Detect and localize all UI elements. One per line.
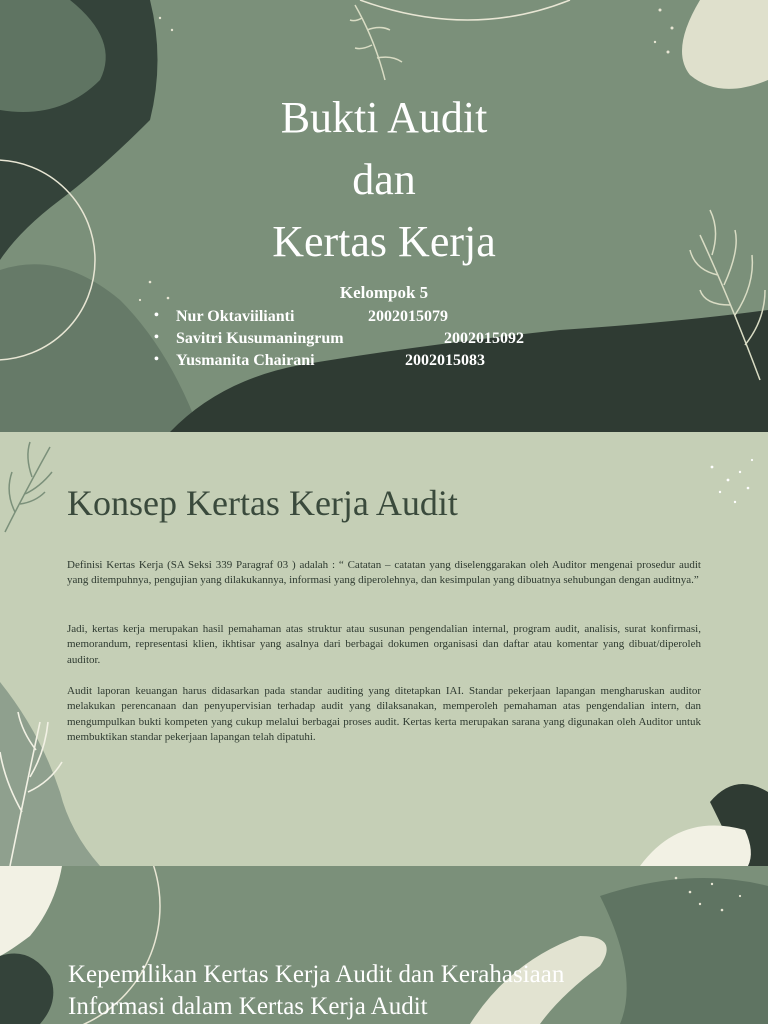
member-name: Nur Oktaviilianti xyxy=(176,308,295,325)
paragraph-2: Jadi, kertas kerja merupakan hasil pemahaman atas struktur atau susunan pengendalian internal, program audit, analisis, surat konfirmasi, memorandum, representasi klien, ikhtisar yang asalnya dari berbagai dokumen organisasi dan daftar atau komentar yang dibuat/diperoleh auditor. xyxy=(67,623,701,666)
slide1-title-line-3: Kertas Kerja xyxy=(272,217,496,266)
bullet-icon: • xyxy=(154,330,159,345)
title-slide xyxy=(0,0,768,432)
member-1 xyxy=(154,308,295,326)
bullet-icon: • xyxy=(154,308,159,323)
member-3 xyxy=(154,352,315,370)
member-name: Savitri Kusumaningrum xyxy=(176,330,344,347)
member-name: Yusmanita Chairani xyxy=(176,352,315,369)
bullet-icon: • xyxy=(154,352,159,367)
group-label: Kelompok 5 xyxy=(339,283,429,302)
member-1-id: 2002015079 xyxy=(368,308,448,325)
slide2-title: Konsep Kertas Kerja Audit xyxy=(67,483,458,523)
ownership-slide xyxy=(0,866,768,1024)
member-2 xyxy=(154,330,344,348)
member-2-id: 2002015092 xyxy=(444,330,524,347)
paragraph-1: Definisi Kertas Kerja (SA Seksi 339 Paragraf 03 ) adalah : “ Catatan – catatan yang diselenggarakan oleh Auditor mengenai prosedur audit yang ditempuhnya, pengujian yang dilakukannya, informasi yang diperolehnya, dan kesimpulan yang dibuatnya sehubungan dengan auditnya.” xyxy=(67,559,701,587)
slide1-title-line-2: dan xyxy=(352,155,416,204)
paragraph-3: Audit laporan keuangan harus didasarkan pada standar auditing yang ditetapkan IAI. Standar pekerjaan lapangan mengharuskan auditor melakukan perencanaan dan penyupervisian terhadap audit yang dilaksanakan, memperoleh pemahaman atas pengendalian intern, dan mengumpulkan bukti kompeten yang cukup melalui berbagai proses audit. Kertas kerta merupakan sarana yang digunakan oleh Auditor untuk membuktikan standar pekerjaan lapangan telah dipatuhi. xyxy=(67,685,701,744)
slide3-title-line-2: Informasi dalam Kertas Kerja Audit xyxy=(68,993,428,1020)
concept-slide xyxy=(0,432,768,866)
member-3-id: 2002015083 xyxy=(405,352,485,369)
slide1-background-art xyxy=(0,0,768,432)
slide1-title-line-1: Bukti Audit xyxy=(280,93,488,142)
slide3-title-line-1: Kepemilikan Kertas Kerja Audit dan Kerahasiaan xyxy=(68,961,565,988)
